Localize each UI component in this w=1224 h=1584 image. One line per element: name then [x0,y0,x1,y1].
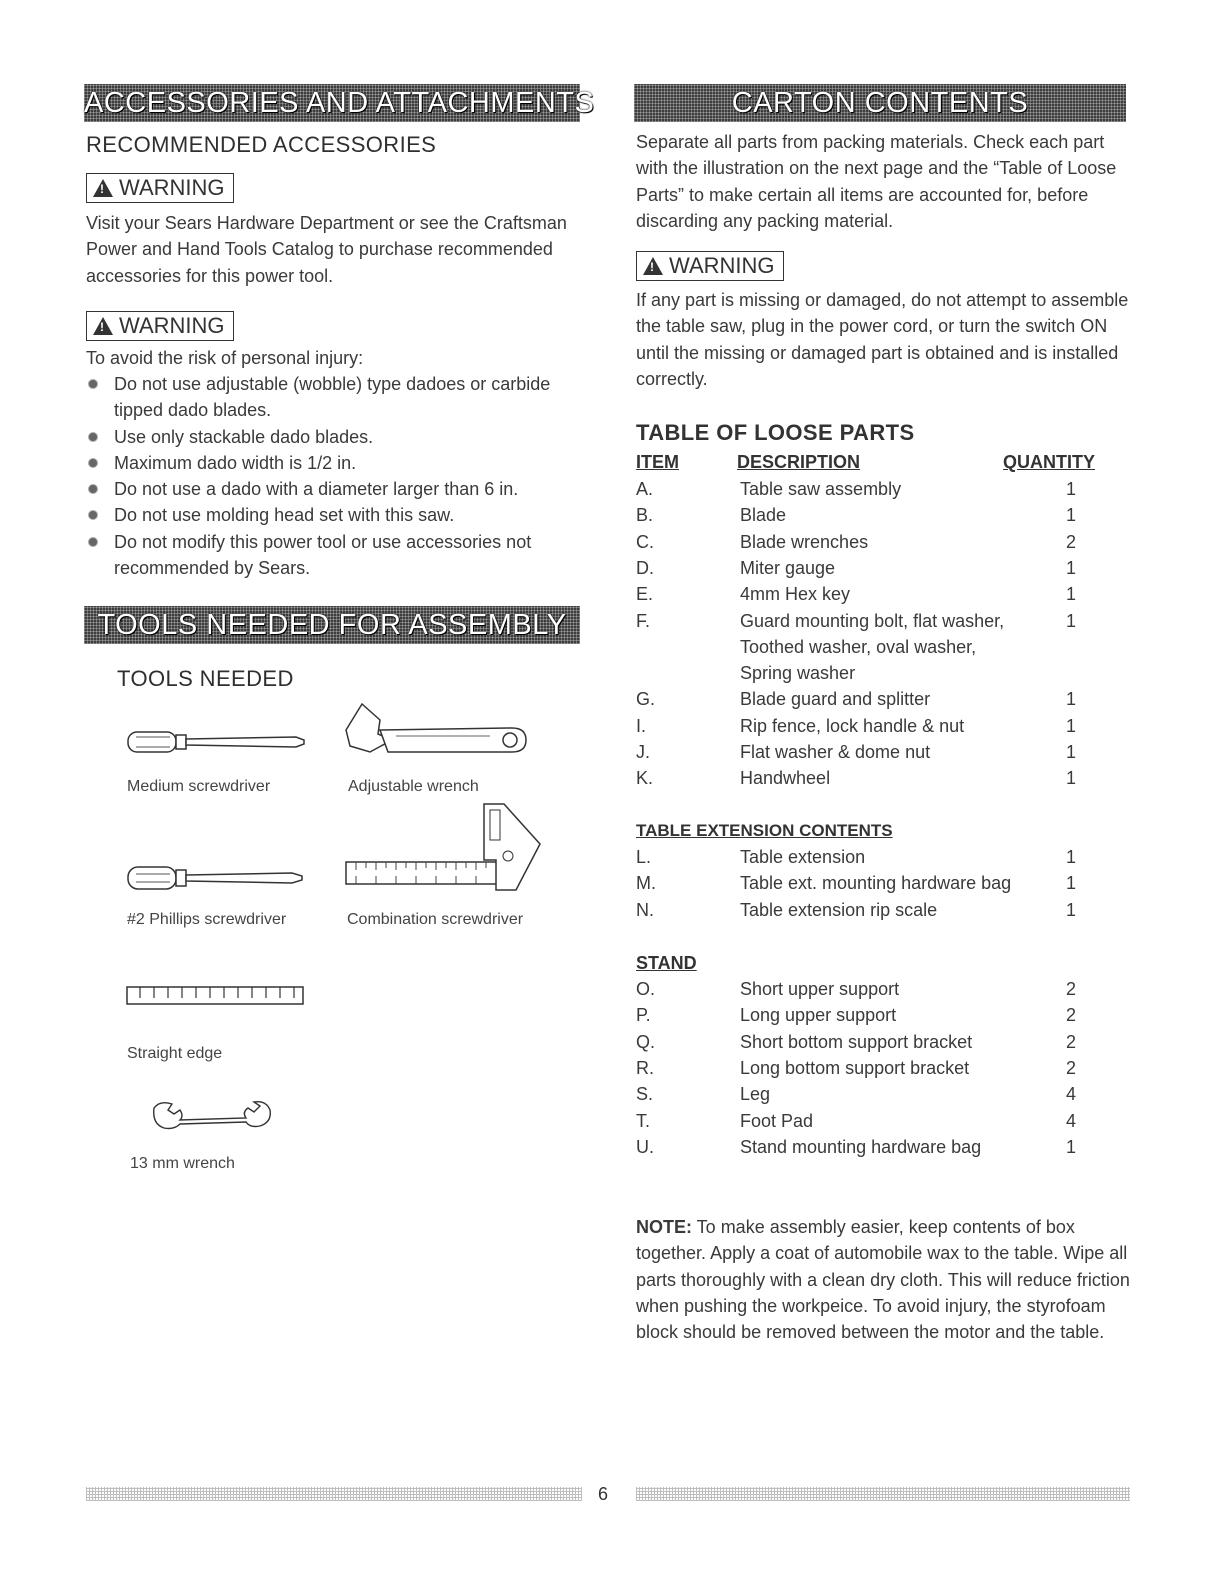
table-row [636,1032,1136,1058]
description-cell: Long upper support [740,1005,897,1026]
table-extension-list [636,847,1136,927]
table-row [636,979,1136,1005]
description-cell: Long bottom support bracket [740,1057,970,1078]
quantity-cell: 1 [1066,715,1077,736]
table-extension-heading: TABLE EXTENSION CONTENTS [636,821,893,840]
item-cell: B. [636,505,654,526]
item-cell: E. [636,584,654,605]
warning-label: WARNING [669,253,775,278]
item-cell: I. [636,715,647,736]
warning-box-1 [86,173,234,203]
tools-needed-heading: TOOLS NEEDED [117,666,294,691]
quantity-cell: 1 [1066,1136,1077,1157]
straight-edge-caption: Straight edge [127,1045,223,1062]
table-row [636,689,1136,715]
table-row [636,1137,1136,1163]
combination-screwdriver-caption: Combination screwdriver [347,911,524,928]
carton-contents-banner: CARTON CONTENTS [634,84,1126,122]
description-cell: Table saw assembly [740,479,902,499]
item-cell: P. [636,1005,651,1026]
quantity-cell: 2 [1066,531,1077,552]
warning-triangle-icon [93,179,113,197]
carton-intro-text: Separate all parts from packing materials. Check each part with the illustration on the next page and the “Table of Loose Parts” to make certain all items are accounted for, before discarding any packing material. [636,132,1117,231]
tools-needed-banner: TOOLS NEEDED FOR ASSEMBLY [84,606,580,644]
quantity-cell: 1 [1066,610,1077,631]
item-cell: J. [636,742,651,762]
description-cell: Handwheel [740,768,831,789]
warning-box-2 [86,311,234,341]
description-cell: Blade [740,505,787,526]
quantity-cell: 2 [1066,1005,1077,1026]
footer-rule-right [636,1487,1130,1501]
quantity-cell: 1 [1066,847,1077,867]
item-cell: D. [636,557,654,578]
item-cell: N. [636,899,654,920]
list-item: Maximum dado width is 1/2 in. [86,450,584,476]
table-row [636,584,1136,610]
table-row [636,637,1136,663]
item-cell: M. [636,873,656,894]
warning-box-3 [636,251,784,281]
phillips-screwdriver-icon [126,858,306,898]
footer-rule-left [86,1487,582,1501]
quantity-cell: 2 [1066,979,1077,999]
accessories-banner: ACCESSORIES AND ATTACHMENTS [84,84,580,122]
wrench-13mm-icon [150,1098,274,1132]
stand-heading: STAND [636,953,697,973]
item-cell: S. [636,1084,654,1105]
item-cell: A. [636,479,654,499]
quantity-cell: 1 [1066,479,1077,499]
quantity-cell: 1 [1066,557,1077,578]
table-row [636,716,1136,742]
phillips-screwdriver-caption: #2 Phillips screwdriver [127,911,287,928]
quantity-cell: 1 [1066,505,1077,526]
note-label: NOTE: [636,1217,692,1237]
medium-screwdriver-icon [126,722,306,762]
table-row [636,558,1136,584]
table-row [636,873,1136,899]
item-cell: O. [636,979,656,999]
quantity-cell: 1 [1066,742,1077,762]
quantity-cell: 4 [1066,1110,1077,1131]
description-cell: Blade wrenches [740,531,869,552]
loose-parts-table [636,479,1136,799]
table-row [636,847,1136,873]
table-row [636,1111,1136,1137]
list-item: Use only stackable dado blades. [86,424,584,450]
wrench-13mm-caption: 13 mm wrench [130,1155,235,1172]
item-cell: K. [636,768,654,789]
description-cell: Foot Pad [740,1110,814,1131]
combination-screwdriver-icon [344,800,544,892]
warning-triangle-icon [93,317,113,335]
col-item-header: ITEM [636,452,679,472]
warning-1-text: Visit your Sears Hardware Department or see the Craftsman Power and Hand Tools Catalog to purchase recommended accessories for this power tool. [86,213,567,286]
description-cell: Leg [740,1084,771,1105]
description-cell: 4mm Hex key [740,584,851,605]
quantity-cell: 4 [1066,1084,1077,1105]
table-row [636,1005,1136,1031]
description-cell: Short bottom support bracket [740,1031,973,1052]
table-row [636,768,1136,794]
quantity-cell: 1 [1066,689,1077,710]
table-row [636,1058,1136,1084]
description-cell: Toothed washer, oval washer, [740,636,977,657]
warning-2-intro: To avoid the risk of personal injury: [86,348,364,368]
description-cell: Guard mounting bolt, flat washer, [740,610,1005,631]
item-cell: Q. [636,1031,656,1052]
warning-bullet-list [86,371,584,581]
description-cell: Blade guard and splitter [740,689,931,710]
warning-label: WARNING [119,175,225,200]
description-cell: Spring washer [740,663,856,684]
description-cell: Stand mounting hardware bag [740,1136,982,1157]
carton-warning-text: If any part is missing or damaged, do not attempt to assemble the table saw, plug in the power cord, or turn the switch ON until the missing or damaged part is obtained and is installed correctly. [636,290,1129,389]
note-text: To make assembly easier, keep contents of box together. Apply a coat of automobile wax to the table. Wipe all parts thoroughly with a clean dry cloth. This will reduce friction when pushing the workpeice. To avoid injury, the styrofoam block should be removed between the motor and the table. [636,1217,1130,1343]
assembly-note [636,1214,1130,1345]
description-cell: Rip fence, lock handle & nut [740,715,965,736]
recommended-accessories-heading: RECOMMENDED ACCESSORIES [86,132,437,157]
list-item: Do not modify this power tool or use accessories not recommended by Sears. [86,529,584,582]
warning-label: WARNING [119,313,225,338]
quantity-cell: 1 [1066,873,1077,894]
quantity-cell: 2 [1066,1057,1077,1078]
item-cell: U. [636,1136,654,1157]
item-cell: G. [636,689,656,710]
description-cell: Miter gauge [740,557,836,578]
list-item: Do not use a dado with a diameter larger than 6 in. [86,476,584,502]
col-quantity-header: QUANTITY [1003,452,1095,472]
description-cell: Short upper support [740,979,900,999]
stand-list [636,979,1136,1169]
straight-edge-icon [126,986,306,1006]
table-row [636,532,1136,558]
warning-triangle-icon [643,257,663,275]
page-number: 6 [598,1484,609,1504]
table-row [636,611,1136,637]
description-cell: Flat washer & dome nut [740,742,931,762]
loose-parts-heading: TABLE OF LOOSE PARTS [636,420,915,445]
quantity-cell: 1 [1066,768,1077,789]
description-cell: Table ext. mounting hardware bag [740,873,1012,894]
item-cell: F. [636,610,651,631]
medium-screwdriver-caption: Medium screwdriver [127,778,271,795]
table-row [636,900,1136,926]
adjustable-wrench-caption: Adjustable wrench [348,778,479,795]
list-item: Do not use molding head set with this saw. [86,502,584,528]
description-cell: Table extension rip scale [740,899,938,920]
quantity-cell: 1 [1066,899,1077,920]
table-row [636,742,1136,768]
item-cell: T. [636,1110,651,1131]
table-row [636,1084,1136,1110]
table-row [636,479,1136,505]
quantity-cell: 1 [1066,584,1077,605]
table-row [636,663,1136,689]
item-cell: L. [636,847,652,867]
col-description-header: DESCRIPTION [737,452,861,472]
quantity-cell: 2 [1066,1031,1077,1052]
item-cell: C. [636,531,654,552]
table-row [636,505,1136,531]
description-cell: Table extension [740,847,866,867]
item-cell: R. [636,1057,654,1078]
adjustable-wrench-icon [340,700,530,770]
list-item: Do not use adjustable (wobble) type dadoes or carbide tipped dado blades. [86,371,584,424]
